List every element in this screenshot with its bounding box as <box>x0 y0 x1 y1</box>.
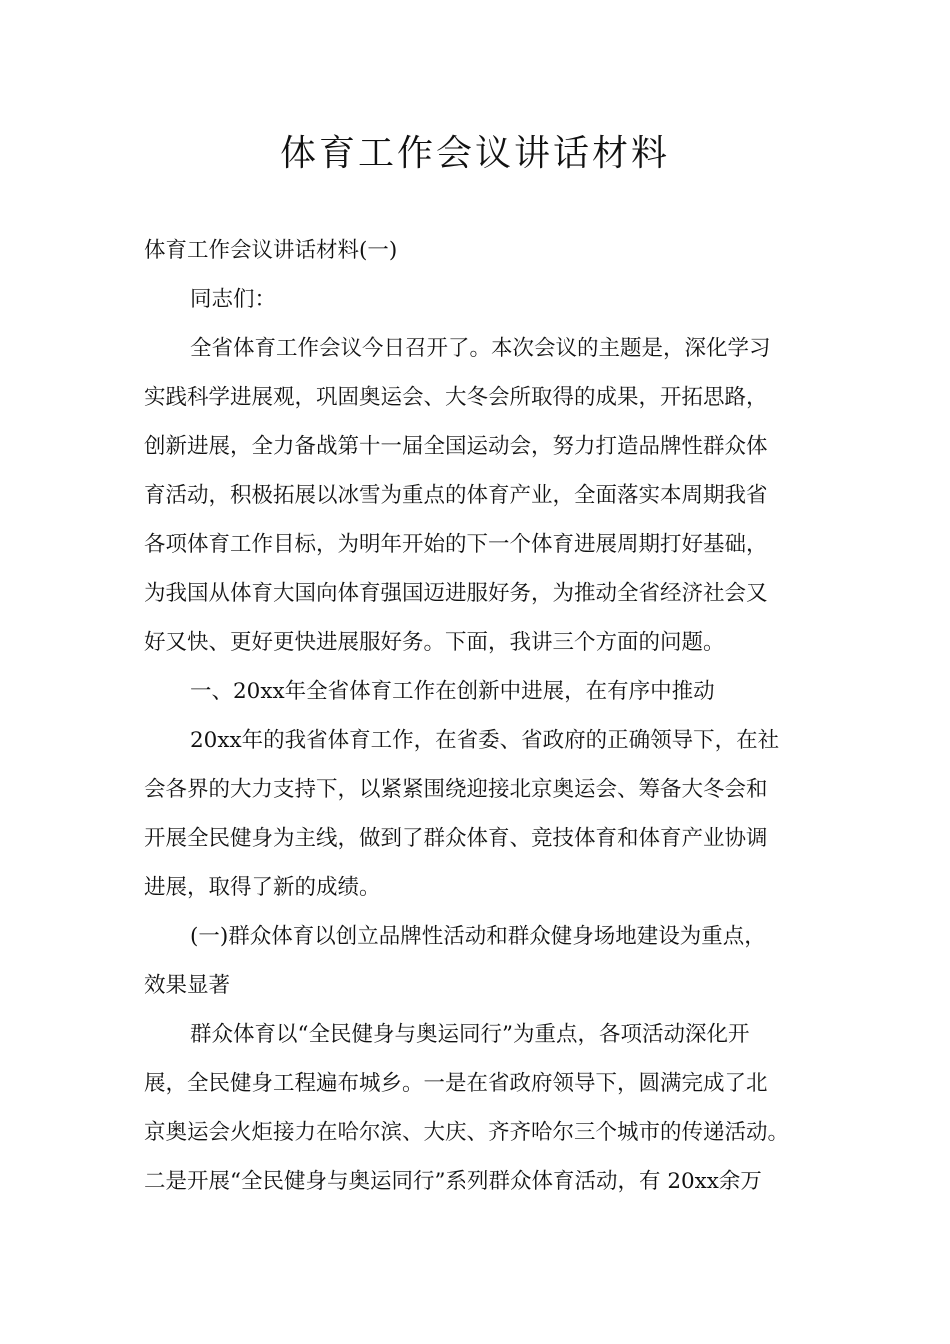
text-line: 实践科学进展观，巩固奥运会、大冬会所取得的成果，开拓思路， <box>144 385 768 410</box>
text-line: 群众体育以“全民健身与奥运同行”为重点，各项活动深化开 <box>190 1022 750 1047</box>
text-line: 为我国从体育大国向体育强国迈进服好务，为推动全省经济社会又 <box>144 581 768 606</box>
text-line: 全省体育工作会议今日召开了。本次会议的主题是，深化学习 <box>190 336 771 361</box>
text-line: 京奥运会火炬接力在哈尔滨、大庆、齐齐哈尔三个城市的传递活动。 <box>144 1120 790 1145</box>
text-line: 开展全民健身为主线，做到了群众体育、竞技体育和体育产业协调 <box>144 826 768 851</box>
text-line: 二是开展“全民健身与奥运同行”系列群众体育活动，有 20xx余万 <box>144 1169 762 1194</box>
text-line: (一)群众体育以创立品牌性活动和群众健身场地建设为重点， <box>190 924 766 949</box>
text-line: 各项体育工作目标，为明年开始的下一个体育进展周期打好基础， <box>144 532 768 557</box>
text-line: 20xx年的我省体育工作，在省委、省政府的正确领导下，在社 <box>190 728 780 753</box>
text-line: 会各界的大力支持下，以紧紧围绕迎接北京奥运会、筹备大冬会和 <box>144 777 768 802</box>
text-line: 展，全民健身工程遍布城乡。一是在省政府领导下，圆满完成了北 <box>144 1071 768 1096</box>
text-line: 同志们： <box>190 287 277 312</box>
text-line: 育活动，积极拓展以冰雪为重点的体育产业，全面落实本周期我省 <box>144 483 768 508</box>
text-line: 创新进展，全力备战第十一届全国运动会，努力打造品牌性群众体 <box>144 434 768 459</box>
text-line: 体育工作会议讲话材料(一) <box>144 238 398 263</box>
text-line: 一、20xx年全省体育工作在创新中进展，在有序中推动 <box>190 679 715 704</box>
document-body <box>144 226 812 1206</box>
document-title: 体育工作会议讲话材料 <box>279 133 670 174</box>
text-line: 效果显著 <box>144 973 231 998</box>
text-line: 好又快、更好更快进展服好务。下面，我讲三个方面的问题。 <box>144 630 725 655</box>
text-line: 进展，取得了新的成绩。 <box>144 875 381 900</box>
